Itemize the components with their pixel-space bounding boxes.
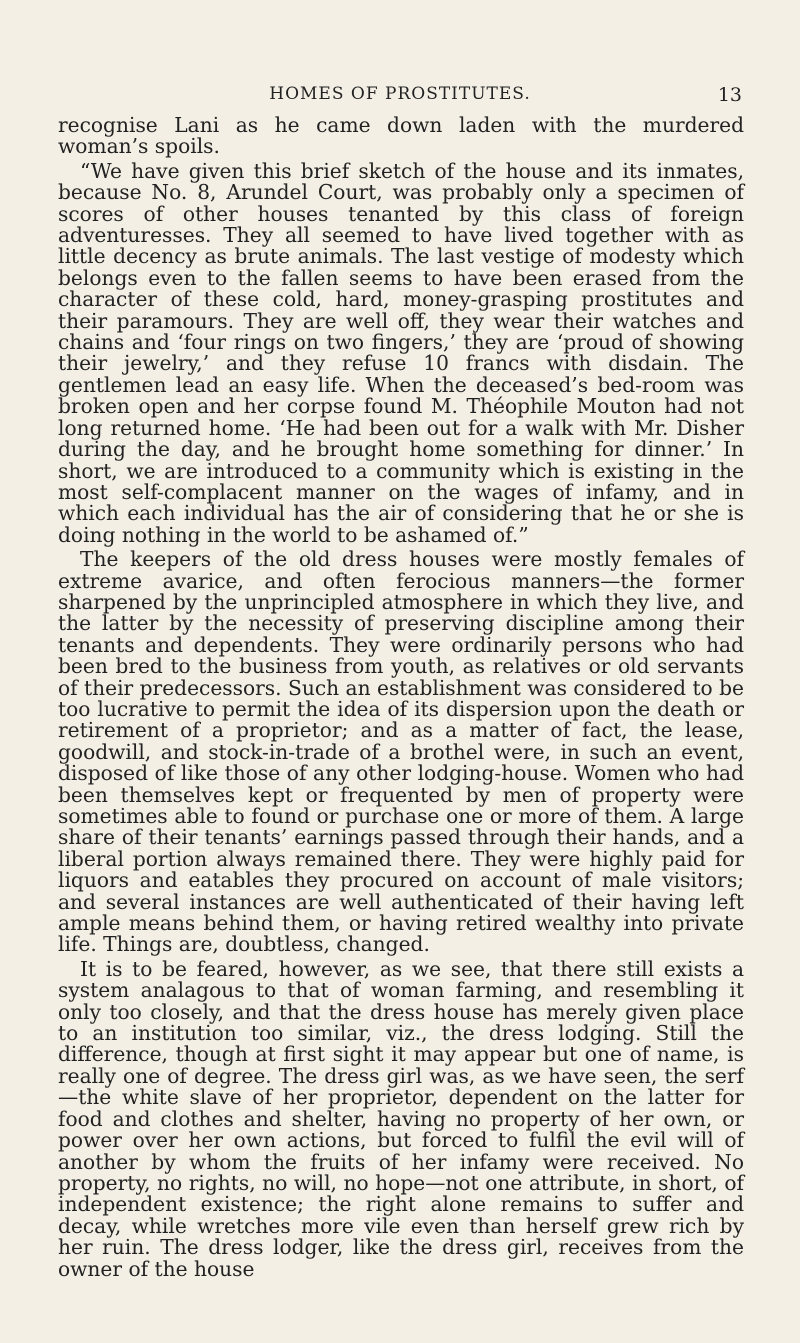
body-text — [58, 115, 744, 1280]
paragraph-keepers: The keepers of the old dress houses were mostly females of extreme avarice, and often ferocious manners—the former sharpened by the unprincipled atmosphere in which they live, and the latter by the necessity of preserving discipline among their tenants and dependents. They were ordinarily persons who had been bred to the business from youth, as relatives or old servants of their predecessors. Such an establishment was considered to be too lucrative to permit the idea of its dispersion upon the death or retirement of a proprietor; and as a matter of fact, the lease, goodwill, and stock-in-trade of a brothel were, in such an event, disposed of like those of any other lodging-house. Women who had been themselves kept or frequented by men of property were sometimes able to found or purchase one or more of them. A large share of their tenants’ earnings passed through their hands, and a liberal portion always remained there. They were highly paid for liquors and eatables they procured on account of male visitors; and several instances are well authenticated of their having left ample means behind them, or having retired wealthy into private life. Things are, doubtless, changed. — [58, 547, 745, 957]
page-header — [0, 84, 800, 114]
paragraph-continued: recognise Lani as he came down laden with the murdered woman’s spoils. — [58, 113, 744, 159]
paragraph-system: It is to be feared, however, as we see, that there still exists a system analagous to that of woman farming, and resembling it only too closely, and that the dress house has merely given place to an institution too similar, viz., the dress lodging. Still the difference, though at first sight it may appear but one of name, is really one of degree. The dress girl was, as we have seen, the serf—the white slave of her proprietor, dependent on the latter for food and clothes and shelter, having no property of her own, or power over her own actions, but forced to fulfil the evil will of another by whom the fruits of her infamy were received. No property, no rights, no will, no hope—not one attribute, in short, of independent existence; the right alone remains to suffer and decay, while wretches more vile even than herself grew rich by her ruin. The dress lodger, like the dress girl, receives from the owner of the house — [58, 956, 744, 1281]
page-number: 13 — [717, 84, 742, 106]
paragraph-quotation: “We have given this brief sketch of the house and its inmates, because No. 8, Arundel Court, was probably only a specimen of scores of other houses tenanted by this class of foreign adventuresses. They all seemed to have lived together with as little decency as brute animals. The last vestige of modesty which belongs even to the fallen seems to have been erased from the character of these cold, hard, money-grasping prostitutes and their paramours. They are well off, they wear their watches and chains and ‘four rings on two fingers,’ they are ‘proud of showing their jewelry,’ and they refuse 10 francs with disdain. The gentlemen lead an easy life. When the deceased’s bed-room was broken open and her corpse found M. Théophile Mouton had not long returned home. ‘He had been out for a walk with Mr. Disher during the day, and he brought home something for dinner.’ In short, we are introduced to a community which is existing in the most self-complacent manner on the wages of infamy, and in which each individual has the air of considering that he or she is doing nothing in the world to be ashamed of.” — [58, 158, 744, 547]
running-head: HOMES OF PROSTITUTES. — [269, 84, 531, 104]
